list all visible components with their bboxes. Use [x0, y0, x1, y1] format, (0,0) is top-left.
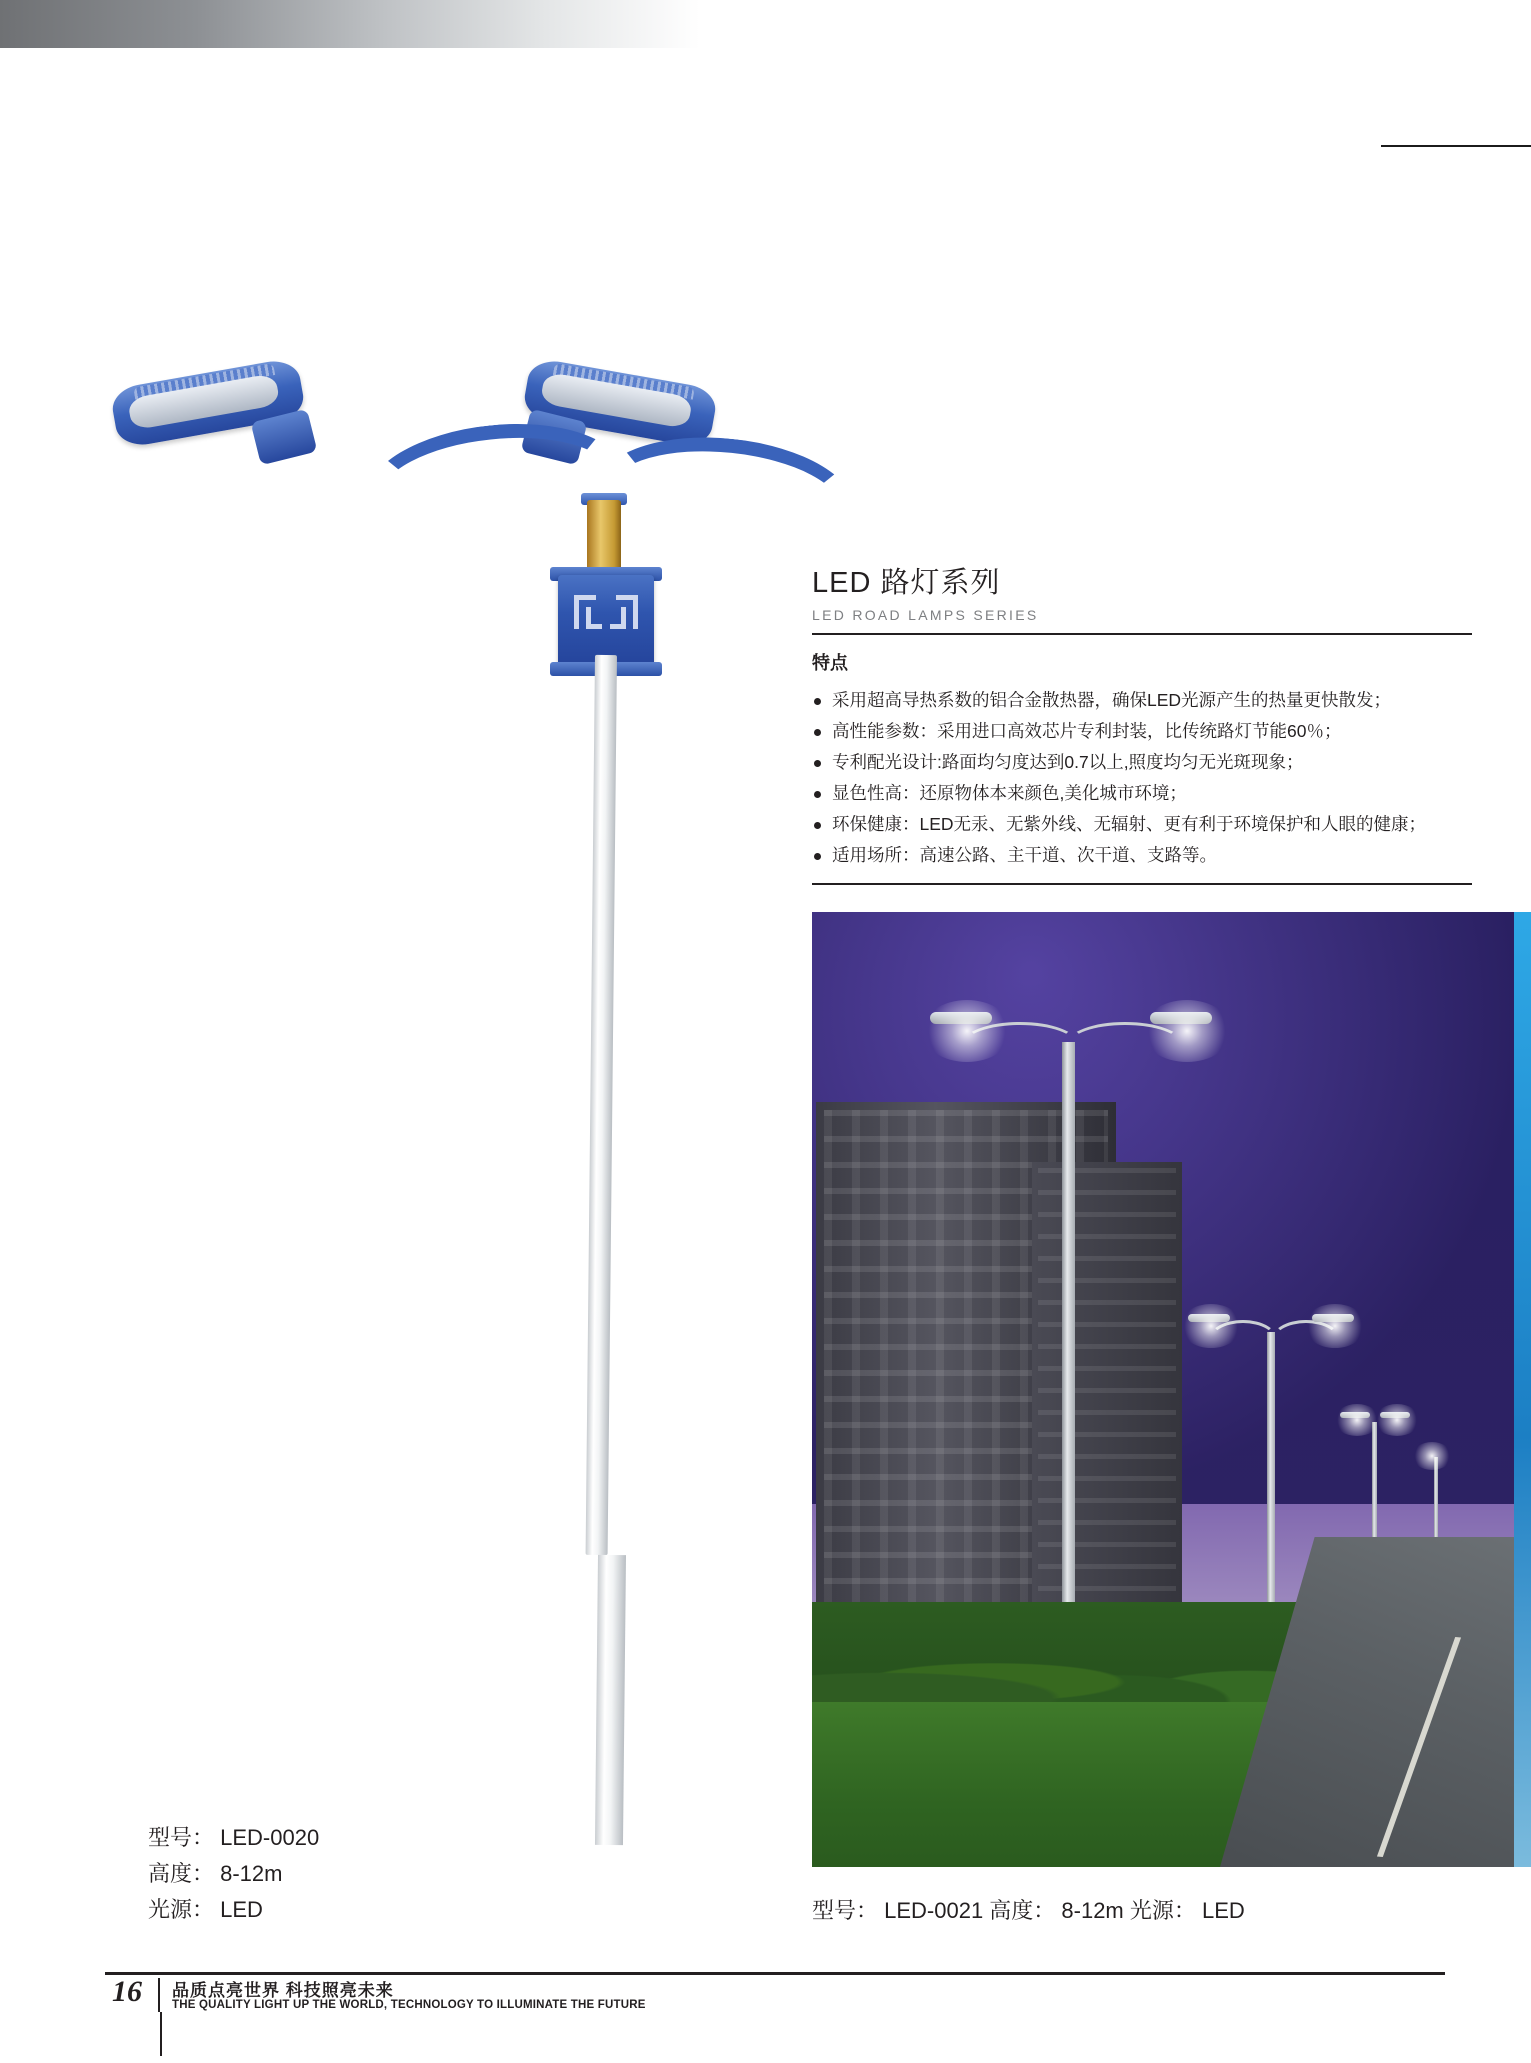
page-subtitle: LED ROAD LAMPS SERIES — [812, 607, 1039, 623]
lamp-pole-upper — [586, 655, 617, 1555]
left-product-image — [95, 175, 735, 1555]
apartment-building-right — [1032, 1162, 1182, 1662]
left-source-line: 光源： LED — [148, 1897, 263, 1922]
list-item: 采用超高导热系数的铝合金散热器，确保LED光源产生的热量更快散发； — [812, 685, 1472, 716]
footer-tick-mark — [160, 2012, 162, 2056]
divider-top — [812, 633, 1472, 635]
left-product-caption — [148, 1820, 319, 1928]
top-right-rule — [1381, 145, 1531, 147]
application-photo — [812, 912, 1531, 1867]
features-list — [812, 685, 1472, 871]
top-gradient-band — [0, 0, 700, 48]
list-item: 显色性高：还原物体本来颜色,美化城市环境； — [812, 778, 1472, 809]
list-item: 专利配光设计:路面均匀度达到0.7以上,照度均匀无光斑现象； — [812, 747, 1472, 778]
divider-bottom — [812, 883, 1472, 885]
footer-slogan-en: THE QUALITY LIGHT UP THE WORLD, TECHNOLOGY TO ILLUMINATE THE FUTURE — [172, 1999, 646, 2011]
footer-rule — [105, 1972, 1445, 1975]
lamp-brass-hub — [587, 500, 621, 572]
light-glow-left — [922, 1000, 1012, 1062]
left-model-line: 型号： LED-0020 — [148, 1825, 320, 1850]
photo-right-blue-edge — [1514, 912, 1531, 1867]
light-glow-right — [1142, 1000, 1232, 1062]
far-glow-1b — [1374, 1404, 1420, 1436]
features-heading: 特点 — [812, 653, 848, 673]
footer-slogan-cn: 品质点亮世界 科技照亮未来 — [172, 1981, 394, 2000]
lamp-pole-lower — [595, 1555, 626, 1845]
left-height-line: 高度： 8-12m — [148, 1861, 283, 1886]
page-number: 16 — [112, 1975, 142, 2008]
page-title: LED 路灯系列 — [812, 567, 1001, 599]
list-item: 高性能参数：采用进口高效芯片专利封装，比传统路灯节能60％； — [812, 716, 1472, 747]
mid-light-glow-right — [1304, 1304, 1366, 1348]
footer-divider — [158, 1978, 160, 2012]
list-item: 适用场所：高速公路、主干道、次干道、支路等。 — [812, 840, 1472, 871]
right-product-caption: 型号： LED-0021 高度： 8-12m 光源： LED — [812, 1898, 1245, 1923]
list-item: 环保健康：LED无汞、无紫外线、无辐射、更有利于环境保护和人眼的健康； — [812, 809, 1472, 840]
mid-light-glow-left — [1180, 1304, 1242, 1348]
series-info-block — [812, 560, 1472, 885]
far-glow-2 — [1412, 1442, 1452, 1470]
